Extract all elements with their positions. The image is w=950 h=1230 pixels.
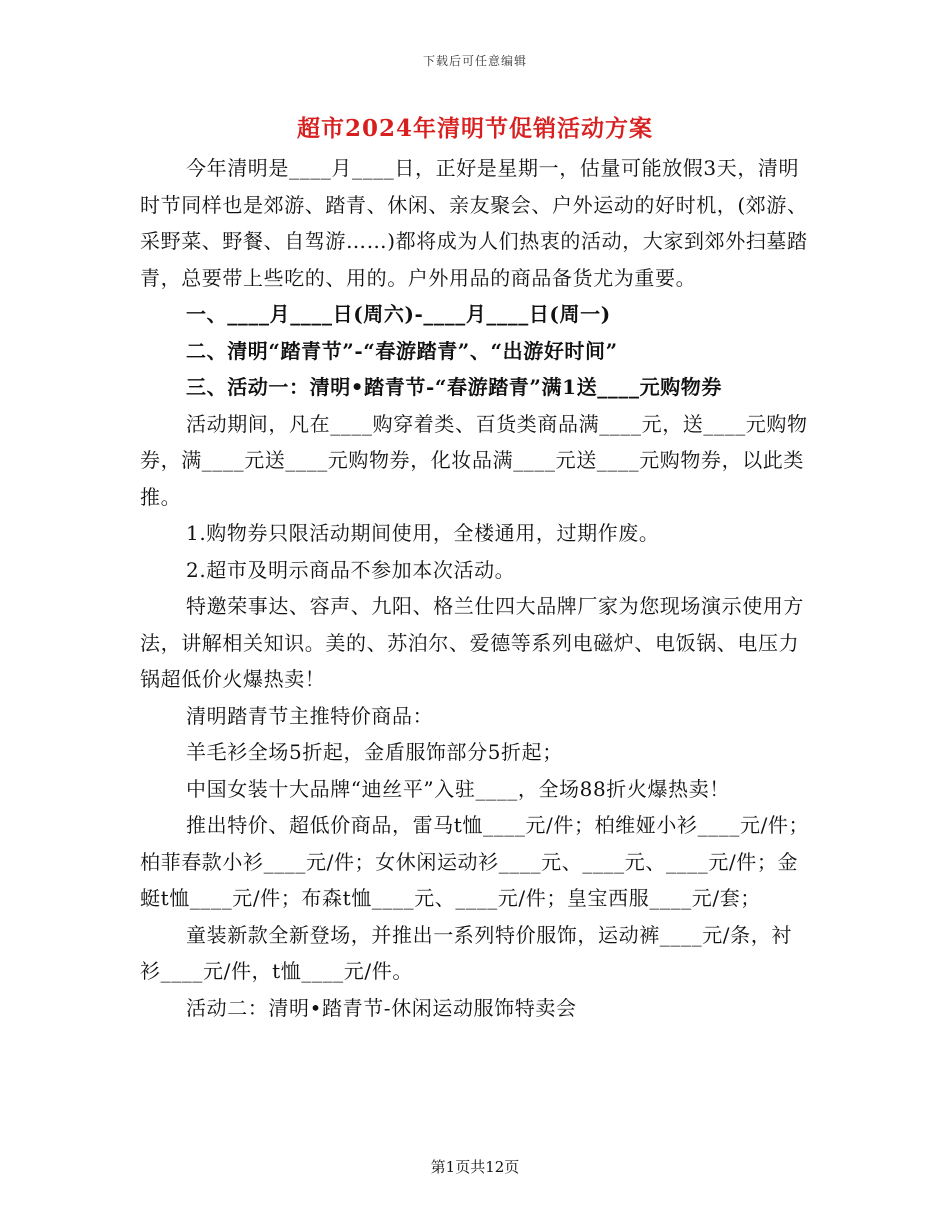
paragraph-brand-entry: 中国女装十大品牌“迪丝平”入驻____，全场88折火爆热卖！ bbox=[186, 776, 730, 801]
paragraph-featured-heading: 清明踏青节主推特价商品： bbox=[186, 703, 434, 728]
section-date-range: 一、____月____日(周六)-____月____日(周一) bbox=[186, 302, 611, 326]
paragraph-kids-wear: 童装新款全新登场，并推出一系列特价服饰，运动裤____元/条，衬衫____元/件，t恤____元/件。 bbox=[140, 922, 792, 983]
document-body bbox=[140, 150, 810, 1026]
paragraph-brand-demo: 特邀荣事达、容声、九阳、格兰仕四大品牌厂家为您现场演示使用方法，讲解相关知识。美的、苏泊尔、爱德等系列电磁炉、电饭锅、电压力锅超低价火爆热卖！ bbox=[140, 594, 804, 691]
paragraph-activity-details: 活动期间，凡在____购穿着类、百货类商品满____元，送____元购物券，满____元送____元购物券，化妆品满____元送____元购物券，以此类推。 bbox=[140, 411, 808, 509]
header-note: 下载后可任意编辑 bbox=[422, 54, 527, 68]
section-activity-one: 三、活动一：清明•踏青节-“春游踏青”满1送____元购物券 bbox=[186, 375, 723, 399]
paragraph-intro: 今年清明是____月____日，正好是星期一，估量可能放假3天，清明时节同样也是郊游、踏青、休闲、亲友聚会、户外运动的好时机，(郊游、采野菜、野餐、自驾游……)都将成为人们热衷的活动，大家到郊外扫墓踏青，总要带上些吃的、用的。户外用品的商品备货尤为重要。 bbox=[140, 156, 808, 290]
list-item-rule-1: 1.购物券只限活动期间使用，全楼通用，过期作废。 bbox=[186, 521, 660, 545]
section-theme: 二、清明“踏青节”-“春游踏青”、“出游好时间” bbox=[186, 338, 618, 363]
paragraph-special-prices: 推出特价、超低价商品，雷马t恤____元/件；柏维娅小衫____元/件；柏菲春款小衫____元/件；女休闲运动衫____元、____元、____元/件；金蜓t恤____元/件；布森t恤____元、____元/件；皇宝西服____元/套； bbox=[140, 813, 810, 910]
list-item-rule-2: 2.超市及明示商品不参加本次活动。 bbox=[186, 557, 516, 582]
page-number: 第1页共12页 bbox=[430, 1158, 520, 1176]
paragraph-sweater-discount: 羊毛衫全场5折起，金盾服饰部分5折起； bbox=[186, 740, 563, 764]
paragraph-activity-two: 活动二：清明•踏青节-休闲运动服饰特卖会 bbox=[186, 995, 577, 1020]
document-title: 超市2024年清明节促销活动方案 bbox=[296, 115, 653, 142]
